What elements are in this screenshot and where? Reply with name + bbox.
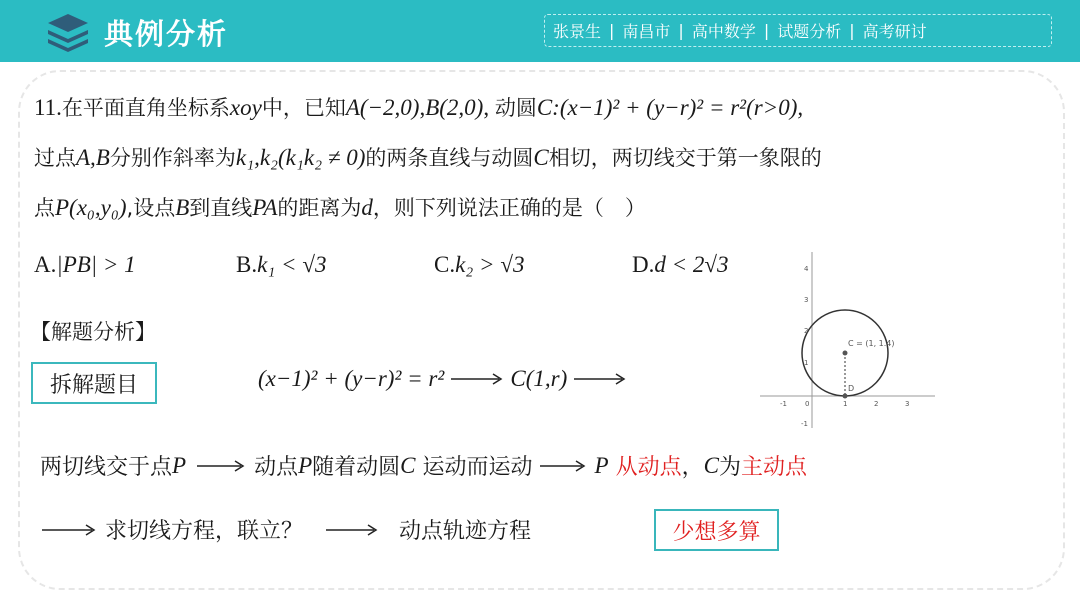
circle-graph <box>760 252 938 428</box>
page-title: 典例分析 <box>104 17 229 51</box>
problem-line-1: 11.在平面直角坐标系xoy中，已知A(−2,0),B(2,0), 动圆C:(x−1)² + (y−r)² = r²(r>0), <box>34 95 804 120</box>
x-tick: 1 <box>843 400 848 408</box>
arrow-right-icon <box>193 459 247 473</box>
option-d[interactable]: D.d < 2√3 <box>632 252 729 277</box>
option-b[interactable]: B.k₁ < √3 <box>236 252 327 277</box>
equation-row: (x−1)² + (y−r)² = r² C(1,r) <box>258 366 628 392</box>
y-tick: 4 <box>804 265 809 273</box>
think-less-box: 少想多算 <box>654 509 779 551</box>
x-tick: 3 <box>905 400 910 408</box>
reasoning-row-1: 两切线交于点P 动点P随着动圆C 运动而运动 P 从动点，C为主动点 <box>40 452 807 480</box>
breakdown-box: 拆解题目 <box>31 362 157 404</box>
arrow-right-icon <box>40 523 98 537</box>
breadcrumb-item[interactable]: 张景生 <box>553 22 602 41</box>
option-c[interactable]: C.k₂ > √3 <box>434 252 525 277</box>
option-a[interactable]: A.|PB| > 1 <box>34 252 136 277</box>
x-tick: 2 <box>874 400 879 408</box>
breadcrumb-item[interactable]: 试题分析 <box>777 22 842 41</box>
center-label: C = (1, 1.4) <box>848 339 895 348</box>
arrow-right-icon <box>572 372 628 386</box>
breadcrumb-item[interactable]: 高考研讨 <box>862 22 927 41</box>
x-tick: 0 <box>805 400 810 408</box>
breadcrumb-item[interactable]: 高中数学 <box>691 22 756 41</box>
center-point <box>843 351 848 356</box>
arrow-right-icon <box>449 372 505 386</box>
y-tick: 3 <box>804 296 809 304</box>
y-tick: -1 <box>801 420 808 428</box>
y-tick: 1 <box>804 359 809 367</box>
layers-icon <box>44 12 92 52</box>
y-tick: 2 <box>804 327 809 335</box>
d-label: D <box>848 384 855 393</box>
breadcrumb <box>544 14 1052 47</box>
problem-line-2: 过点A,B分别作斜率为k₁,k₂(k₁k₂ ≠ 0)的两条直线与动圆C相切，两切线交于第一象限的 <box>34 145 822 170</box>
problem-line-3: 点P(x₀,y₀),设点B到直线PA的距离为d，则下列说法正确的是（ ） <box>34 195 646 220</box>
x-tick: -1 <box>780 400 787 408</box>
arrow-right-icon <box>316 523 386 537</box>
tangent-point <box>843 394 848 399</box>
section-heading: 【解题分析】 <box>30 320 156 344</box>
reasoning-row-2: 求切线方程，联立？ 动点轨迹方程 <box>40 514 531 545</box>
breadcrumb-separator: | <box>678 21 684 40</box>
breadcrumb-separator: | <box>763 21 770 40</box>
breadcrumb-item[interactable]: 南昌市 <box>622 22 671 41</box>
header-bar <box>0 0 1080 62</box>
arrow-right-icon <box>540 459 588 473</box>
breadcrumb-separator: | <box>609 21 615 40</box>
breadcrumb-separator: | <box>849 21 855 40</box>
